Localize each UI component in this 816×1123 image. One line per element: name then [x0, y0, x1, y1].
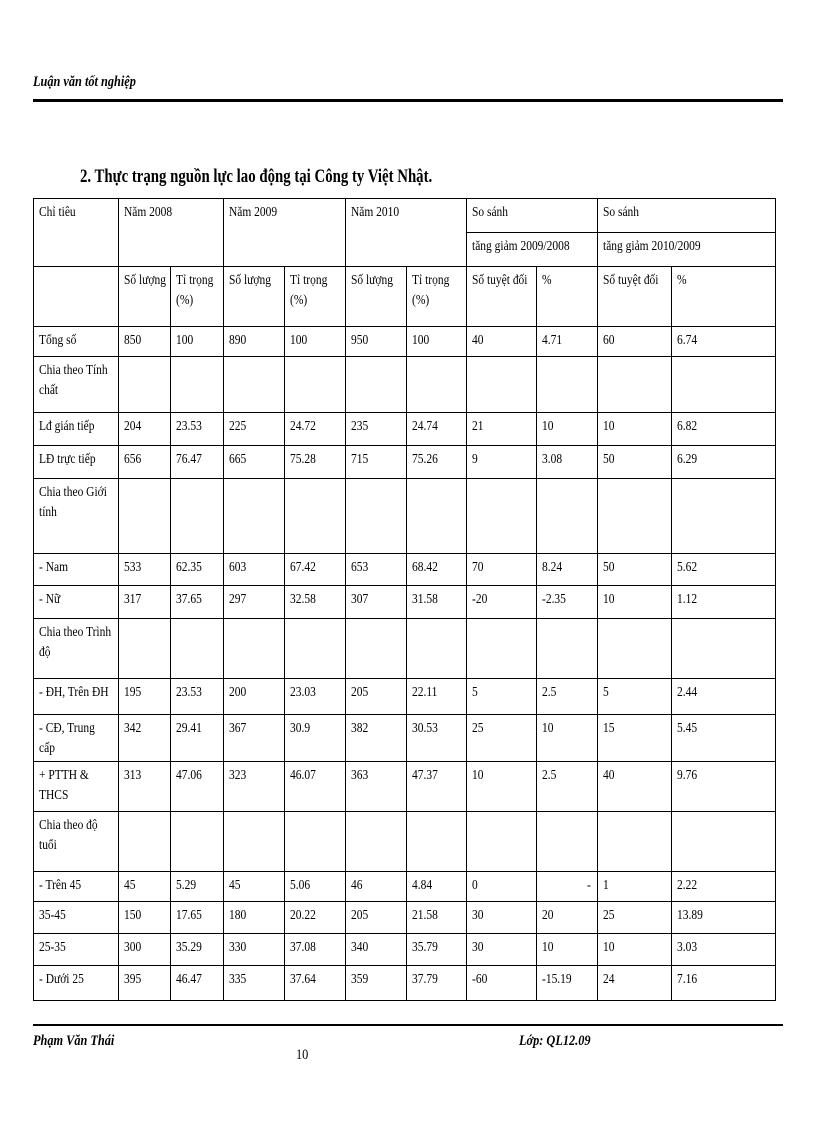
header-compare-2-bottom: tăng giảm 2010/2009 — [598, 233, 776, 267]
table-cell: 10 — [537, 715, 598, 762]
table-cell — [171, 812, 224, 872]
table-cell: 47.37 — [407, 762, 467, 812]
row-label: LĐ trực tiếp — [34, 446, 119, 479]
table-cell — [598, 479, 672, 554]
table-row — [34, 872, 776, 902]
table-cell: 24 — [598, 966, 672, 1001]
labor-statistics-table — [33, 198, 776, 1001]
row-label: 25-35 — [34, 934, 119, 966]
header-pct-1: % — [537, 267, 598, 327]
table-cell: 30.9 — [285, 715, 346, 762]
table-row — [34, 586, 776, 619]
table-cell: 22.11 — [407, 679, 467, 715]
header-compare-2-top: So sánh — [598, 199, 776, 233]
table-cell: 300 — [119, 934, 171, 966]
table-cell: 21.58 — [407, 902, 467, 934]
table-cell: 205 — [346, 902, 407, 934]
table-cell: 30.53 — [407, 715, 467, 762]
table-cell — [119, 812, 171, 872]
table-cell — [224, 479, 285, 554]
table-cell: 204 — [119, 413, 171, 446]
footer-divider — [33, 1024, 783, 1026]
table-cell — [598, 619, 672, 679]
row-label: - Nam — [34, 554, 119, 586]
table-cell: 313 — [119, 762, 171, 812]
table-cell: 323 — [224, 762, 285, 812]
row-label: Chia theo Giới tính — [34, 479, 119, 554]
header-chi-tieu: Chỉ tiêu — [34, 199, 119, 267]
table-cell: 850 — [119, 327, 171, 357]
table-cell: 46.47 — [171, 966, 224, 1001]
table-cell: 10 — [467, 762, 537, 812]
table-cell — [119, 479, 171, 554]
table-cell: 37.65 — [171, 586, 224, 619]
header-so-luong-2009: Số lượng — [224, 267, 285, 327]
table-cell — [598, 812, 672, 872]
table-row — [34, 812, 776, 872]
table-cell: 715 — [346, 446, 407, 479]
table-cell — [346, 619, 407, 679]
header-so-luong-2010: Số lượng — [346, 267, 407, 327]
table-cell: 307 — [346, 586, 407, 619]
table-cell — [224, 357, 285, 413]
table-cell — [598, 357, 672, 413]
table-cell — [407, 357, 467, 413]
table-cell — [467, 619, 537, 679]
table-cell: 100 — [407, 327, 467, 357]
table-cell: 29.41 — [171, 715, 224, 762]
table-cell: 46 — [346, 872, 407, 902]
table-cell: 23.53 — [171, 679, 224, 715]
page-number: 10 — [296, 1047, 309, 1063]
table-cell: 5.06 — [285, 872, 346, 902]
table-cell: 603 — [224, 554, 285, 586]
table-row — [34, 327, 776, 357]
table-cell — [672, 357, 776, 413]
header-divider — [33, 99, 783, 102]
table-cell: 235 — [346, 413, 407, 446]
table-cell — [171, 619, 224, 679]
table-cell — [672, 479, 776, 554]
table-cell — [119, 619, 171, 679]
table-cell: 9 — [467, 446, 537, 479]
row-label: - CĐ, Trung cấp — [34, 715, 119, 762]
table-cell: 367 — [224, 715, 285, 762]
table-cell: -20 — [467, 586, 537, 619]
table-cell: 21 — [467, 413, 537, 446]
row-label: Chia theo độ tuổi — [34, 812, 119, 872]
table-cell — [467, 479, 537, 554]
table-cell: 10 — [537, 934, 598, 966]
table-cell: 13.89 — [672, 902, 776, 934]
table-cell: 5.45 — [672, 715, 776, 762]
table-cell: 100 — [285, 327, 346, 357]
table-cell: 5 — [467, 679, 537, 715]
table-cell: 533 — [119, 554, 171, 586]
table-cell — [537, 812, 598, 872]
table-cell: 6.74 — [672, 327, 776, 357]
header-so-tuyet-doi-1: Số tuyệt đối — [467, 267, 537, 327]
table-cell: 70 — [467, 554, 537, 586]
header-so-luong-2008: Số lượng — [119, 267, 171, 327]
document-header-title: Luận văn tốt nghiệp — [33, 74, 136, 90]
table-cell: 1 — [598, 872, 672, 902]
table-cell — [346, 812, 407, 872]
table-cell — [285, 479, 346, 554]
table-cell: 4.84 — [407, 872, 467, 902]
table-cell: 60 — [598, 327, 672, 357]
table-cell: 23.53 — [171, 413, 224, 446]
table-cell — [407, 812, 467, 872]
table-cell: 4.71 — [537, 327, 598, 357]
header-empty — [34, 267, 119, 327]
table-cell — [407, 619, 467, 679]
table-cell: 205 — [346, 679, 407, 715]
table-cell: 10 — [598, 934, 672, 966]
header-year-2009: Năm 2009 — [224, 199, 346, 267]
table-cell: 225 — [224, 413, 285, 446]
table-cell: 2.5 — [537, 679, 598, 715]
header-year-2010: Năm 2010 — [346, 199, 467, 267]
table-cell — [285, 619, 346, 679]
table-cell: 45 — [119, 872, 171, 902]
table-cell: 23.03 — [285, 679, 346, 715]
table-cell — [537, 357, 598, 413]
table-cell: 8.24 — [537, 554, 598, 586]
table-cell: 10 — [598, 413, 672, 446]
table-cell — [467, 357, 537, 413]
row-label: - ĐH, Trên ĐH — [34, 679, 119, 715]
table-cell: 76.47 — [171, 446, 224, 479]
table-cell — [224, 812, 285, 872]
table-cell: 25 — [598, 902, 672, 934]
table-cell: 10 — [598, 586, 672, 619]
table-cell: 359 — [346, 966, 407, 1001]
table-cell: 37.64 — [285, 966, 346, 1001]
header-ti-trong-2010: Tỉ trọng (%) — [407, 267, 467, 327]
table-cell: 37.08 — [285, 934, 346, 966]
table-cell: -60 — [467, 966, 537, 1001]
table-cell: 24.74 — [407, 413, 467, 446]
table-row — [34, 446, 776, 479]
table-cell: -15.19 — [537, 966, 598, 1001]
table-cell: 6.82 — [672, 413, 776, 446]
table-cell — [537, 619, 598, 679]
table-cell: 5.62 — [672, 554, 776, 586]
table-cell: 31.58 — [407, 586, 467, 619]
table-cell — [119, 357, 171, 413]
table-cell: 100 — [171, 327, 224, 357]
table-cell: 656 — [119, 446, 171, 479]
table-cell: 297 — [224, 586, 285, 619]
table-cell: 35.79 — [407, 934, 467, 966]
table-cell: 30 — [467, 934, 537, 966]
table-cell: 382 — [346, 715, 407, 762]
section-title: 2. Thực trạng nguồn lực lao động tại Công ty Việt Nhật. — [80, 166, 433, 187]
row-label: + PTTH & THCS — [34, 762, 119, 812]
table-row — [34, 934, 776, 966]
row-label: 35-45 — [34, 902, 119, 934]
table-cell: 24.72 — [285, 413, 346, 446]
table-cell: 2.5 — [537, 762, 598, 812]
table-cell: 317 — [119, 586, 171, 619]
table-cell — [171, 479, 224, 554]
table-cell: 2.44 — [672, 679, 776, 715]
table-cell: 3.08 — [537, 446, 598, 479]
table-cell: 17.65 — [171, 902, 224, 934]
table-cell: 653 — [346, 554, 407, 586]
row-label: - Trên 45 — [34, 872, 119, 902]
table-cell: 342 — [119, 715, 171, 762]
row-label: Chia theo Trình độ — [34, 619, 119, 679]
table-cell: 3.03 — [672, 934, 776, 966]
table-cell: 665 — [224, 446, 285, 479]
table-row — [34, 966, 776, 1001]
row-label: Lđ gián tiếp — [34, 413, 119, 446]
table-row — [34, 413, 776, 446]
table-cell: 30 — [467, 902, 537, 934]
table-cell: 5 — [598, 679, 672, 715]
table-cell — [285, 812, 346, 872]
table-cell: 395 — [119, 966, 171, 1001]
table-row — [34, 902, 776, 934]
table-cell: 32.58 — [285, 586, 346, 619]
table-row — [34, 619, 776, 679]
table-cell: 20.22 — [285, 902, 346, 934]
table-cell: 15 — [598, 715, 672, 762]
table-row — [34, 762, 776, 812]
row-label: Chia theo Tính chất — [34, 357, 119, 413]
table-cell: 75.28 — [285, 446, 346, 479]
table-cell: 35.29 — [171, 934, 224, 966]
table-cell: 2.22 — [672, 872, 776, 902]
table-cell: 950 — [346, 327, 407, 357]
table-row — [34, 715, 776, 762]
table-cell: 6.29 — [672, 446, 776, 479]
table-cell — [537, 479, 598, 554]
table-cell: 890 — [224, 327, 285, 357]
table-cell: - — [537, 872, 598, 902]
table-cell: 330 — [224, 934, 285, 966]
table-cell: 50 — [598, 446, 672, 479]
table-cell: 0 — [467, 872, 537, 902]
table-cell: 200 — [224, 679, 285, 715]
table-cell — [346, 357, 407, 413]
header-so-tuyet-doi-2: Số tuyệt đối — [598, 267, 672, 327]
row-label: - Dưới 25 — [34, 966, 119, 1001]
table-cell: 46.07 — [285, 762, 346, 812]
header-year-2008: Năm 2008 — [119, 199, 224, 267]
footer-author: Phạm Văn Thái — [33, 1033, 115, 1049]
table-cell: 5.29 — [171, 872, 224, 902]
table-cell — [407, 479, 467, 554]
table-cell: 20 — [537, 902, 598, 934]
header-compare-1-top: So sánh — [467, 199, 598, 233]
table-cell: 62.35 — [171, 554, 224, 586]
table-cell — [171, 357, 224, 413]
table-cell: 195 — [119, 679, 171, 715]
table-cell: 1.12 — [672, 586, 776, 619]
table-cell — [672, 619, 776, 679]
header-ti-trong-2009: Tỉ trọng (%) — [285, 267, 346, 327]
table-cell: 40 — [598, 762, 672, 812]
table-cell: 363 — [346, 762, 407, 812]
table-cell: 40 — [467, 327, 537, 357]
table-cell: 67.42 — [285, 554, 346, 586]
row-label: Tổng số — [34, 327, 119, 357]
table-cell: 68.42 — [407, 554, 467, 586]
table-cell: 75.26 — [407, 446, 467, 479]
header-ti-trong-2008: Tỉ trọng (%) — [171, 267, 224, 327]
table-cell — [467, 812, 537, 872]
table-cell: 7.16 — [672, 966, 776, 1001]
table-cell — [672, 812, 776, 872]
table-cell — [346, 479, 407, 554]
table-row — [34, 679, 776, 715]
header-compare-1-bottom: tăng giảm 2009/2008 — [467, 233, 598, 267]
row-label: - Nữ — [34, 586, 119, 619]
table-cell: 25 — [467, 715, 537, 762]
table-cell: 50 — [598, 554, 672, 586]
table-row — [34, 479, 776, 554]
table-cell — [285, 357, 346, 413]
footer-class: Lớp: QL12.09 — [519, 1033, 591, 1049]
table-cell: 9.76 — [672, 762, 776, 812]
table-cell: -2.35 — [537, 586, 598, 619]
table-cell: 150 — [119, 902, 171, 934]
table-cell — [224, 619, 285, 679]
table-cell: 335 — [224, 966, 285, 1001]
table-cell: 10 — [537, 413, 598, 446]
table-cell: 180 — [224, 902, 285, 934]
table-row — [34, 554, 776, 586]
header-pct-2: % — [672, 267, 776, 327]
table-cell: 45 — [224, 872, 285, 902]
table-row — [34, 357, 776, 413]
table-cell: 47.06 — [171, 762, 224, 812]
table-cell: 37.79 — [407, 966, 467, 1001]
table-cell: 340 — [346, 934, 407, 966]
